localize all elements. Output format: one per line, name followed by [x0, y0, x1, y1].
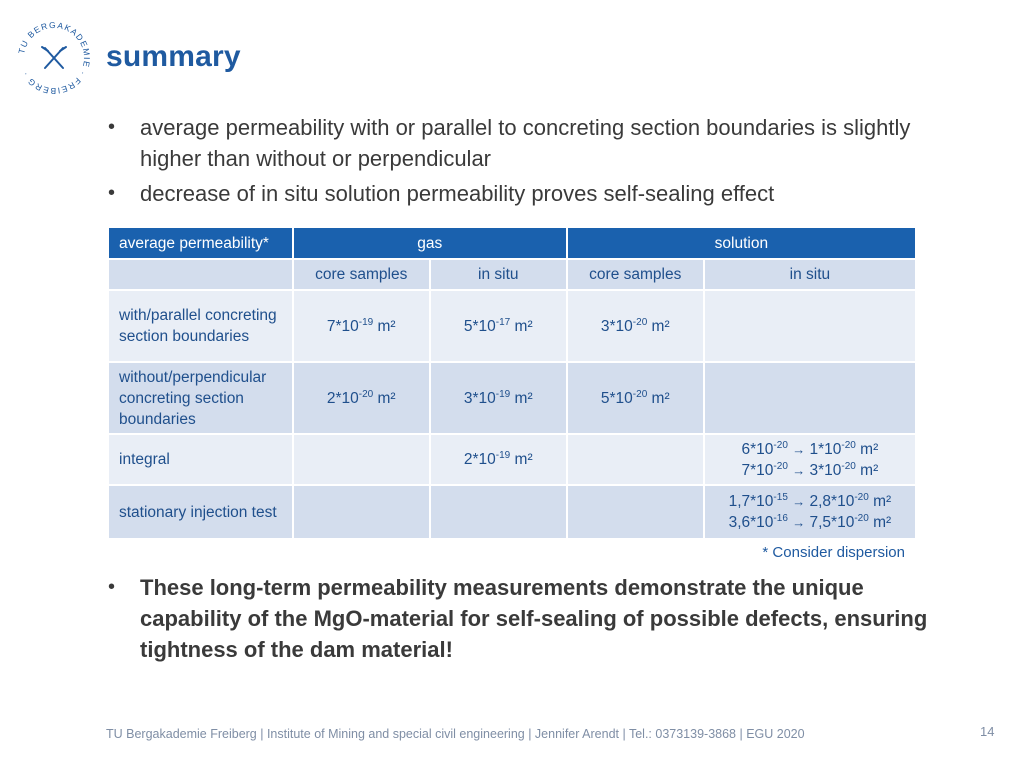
cell-value: $2*10^{-20}$ m² — [294, 363, 429, 433]
table-header-row — [109, 228, 915, 258]
subheader-sol-insitu: in situ — [705, 260, 915, 289]
page-number: 14 — [980, 724, 995, 739]
bullet-item: • average permeability with or parallel to concreting section boundaries is slightly higher than without or perpendicular — [106, 112, 966, 174]
table-subheader-row — [109, 260, 915, 289]
table-row — [109, 363, 915, 433]
cell-value: $5*10^{-17}$ m² — [431, 291, 566, 361]
cell-value: $1,7*10^{-15} \to 2,8*10^{-20}$ m² $3,6*10^{-16} \to 7,5*10^{-20}$ m² — [705, 486, 915, 538]
header-gas: gas — [294, 228, 566, 258]
subheader-gas-core: core samples — [294, 260, 429, 289]
cell-empty — [431, 486, 566, 538]
university-seal-logo — [14, 18, 94, 98]
table-row — [109, 486, 915, 538]
arrow-right-icon: → — [792, 462, 806, 478]
cell-empty — [294, 435, 429, 484]
cell-value: $3*10^{-20}$ m² — [568, 291, 703, 361]
arrow-right-icon: → — [792, 515, 806, 530]
cell-empty — [705, 291, 915, 361]
cell-empty — [294, 486, 429, 538]
arrow-right-icon: → — [792, 441, 806, 457]
cell-value: $5*10^{-20}$ m² — [568, 363, 703, 433]
row-label-perpendicular: without/perpendicular concreting section boundaries — [109, 363, 292, 433]
bullet-item: • decrease of in situ solution permeability proves self-sealing effect — [106, 178, 966, 209]
svg-text:TU BERGAKADEMIE · FREIBERG ·: TU BERGAKADEMIE · FREIBERG · — [16, 19, 93, 97]
conclusion-item: • These long-term permeability measurements demonstrate the unique capability of the MgO-material for self-sealing of possible defects, ensuring tightness of the dam material! — [106, 572, 936, 665]
row-label-parallel: with/parallel concreting section boundaries — [109, 291, 292, 361]
row-label-stationary: stationary injection test — [109, 486, 292, 538]
summary-bullets — [106, 112, 966, 213]
subheader-empty — [109, 260, 292, 289]
table-row — [109, 435, 915, 484]
table-row — [109, 291, 915, 361]
conclusion-bullets — [106, 572, 936, 665]
dispersion-note: * Consider dispersion — [762, 544, 905, 561]
cell-empty — [568, 435, 703, 484]
cell-value: $6*10^{-20} \to 1*10^{-20}$ m² $7*10^{-20} \to 3*10^{-20}$ m² — [705, 435, 915, 484]
row-label-integral: integral — [109, 435, 292, 484]
subheader-sol-core: core samples — [568, 260, 703, 289]
header-label: average permeability* — [109, 228, 292, 258]
subheader-gas-insitu: in situ — [431, 260, 566, 289]
footer-text: TU Bergakademie Freiberg | Institute of Mining and special civil engineering | Jennifer Arendt | Tel.: 0373139-3868 | EGU 2020 — [106, 727, 805, 741]
cell-empty — [568, 486, 703, 538]
header-solution: solution — [568, 228, 915, 258]
slide-title: summary — [106, 40, 241, 73]
cell-empty — [705, 363, 915, 433]
cell-value: $2*10^{-19}$ m² — [431, 435, 566, 484]
arrow-right-icon: → — [792, 494, 806, 509]
cell-value: $3*10^{-19}$ m² — [431, 363, 566, 433]
permeability-table — [107, 226, 917, 540]
cell-value: $7*10^{-19}$ m² — [294, 291, 429, 361]
